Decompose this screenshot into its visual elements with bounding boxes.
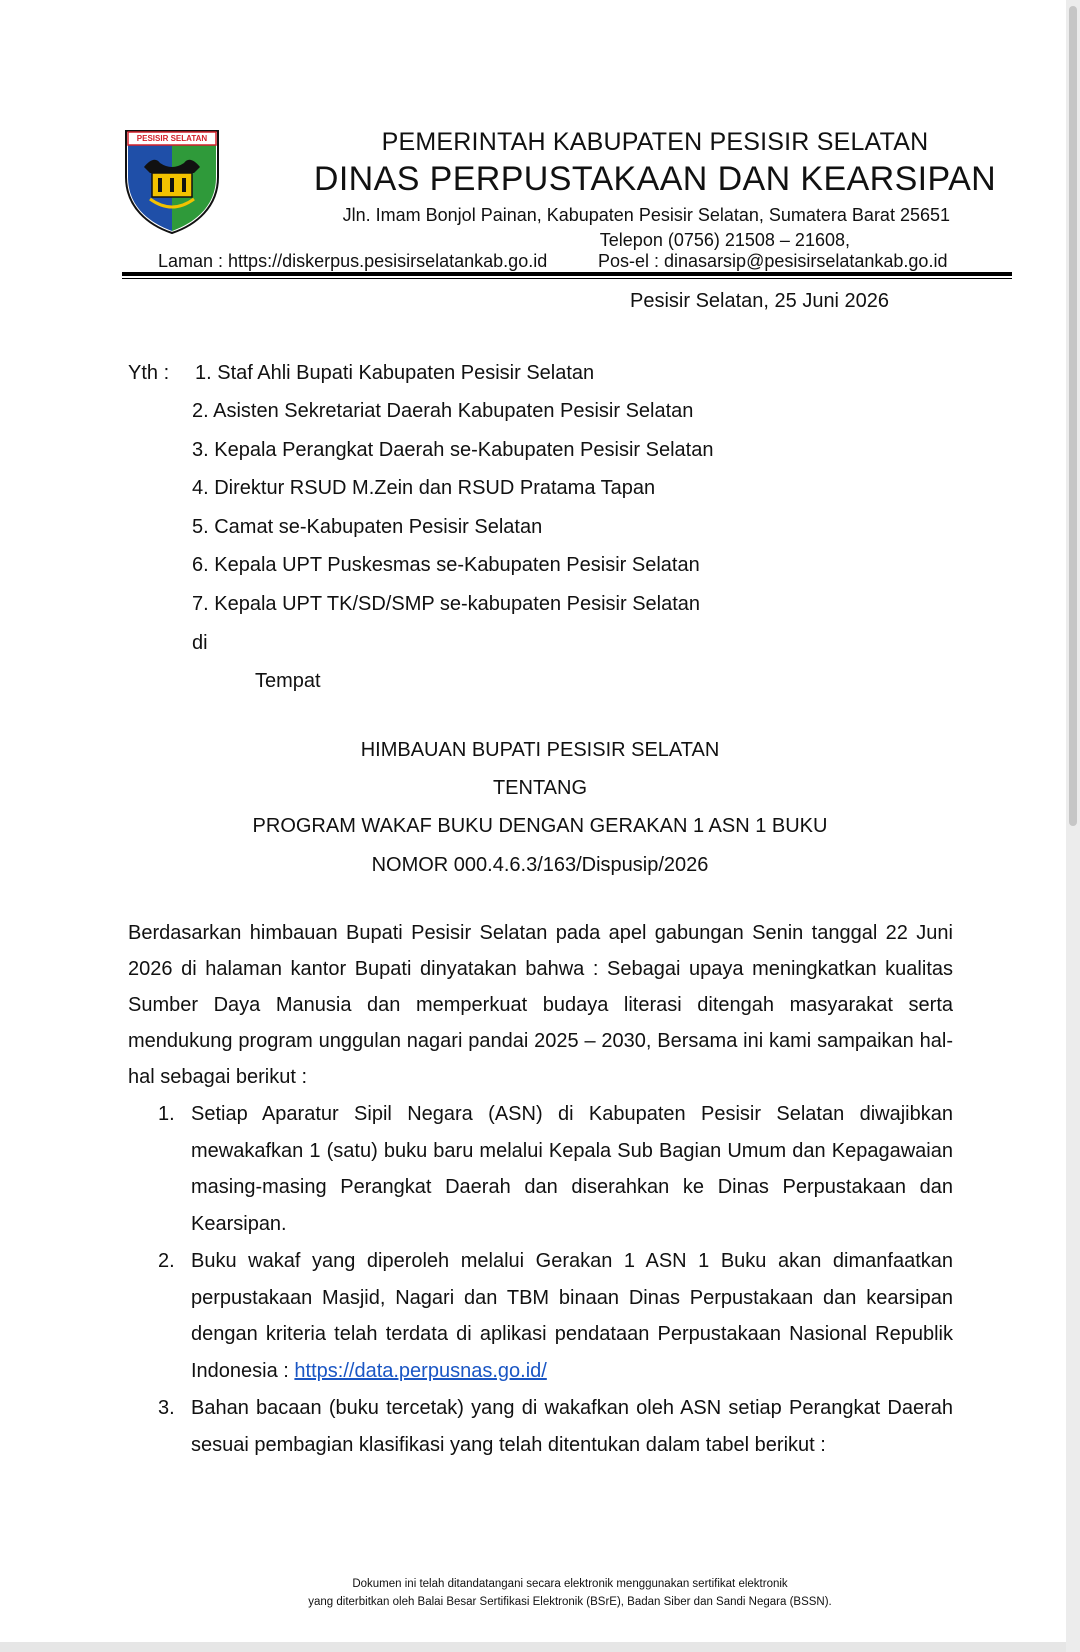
list-item [128, 1096, 953, 1244]
list-item [128, 1243, 953, 1391]
recipient-item: 3. Kepala Perangkat Daerah se-Kabupaten Pesisir Selatan [192, 439, 714, 461]
letterhead-agency: DINAS PERPUSTAKAAN DAN KEARSIPAN [313, 160, 997, 198]
letterhead-website: Laman : https://diskerpus.pesisirselatankab.go.id [158, 251, 548, 271]
page-bottom-edge [0, 1642, 1066, 1652]
list-item-text-with-link [191, 1243, 953, 1389]
intro-paragraph: Berdasarkan himbauan Bupati Pesisir Selatan pada apel gabungan Senin tanggal 22 Juni 2026 di halaman kantor Bupati dinyatakan bahwa : Sebagai upaya meningkatkan kualitas Sumber Daya Manusia dan memperkuat budaya literasi ditengah masyarakat serta mendukung program unggulan nagari pandai 2025 – 2030, Bersama ini kami sampaikan hal-hal sebagai berikut : [128, 922, 953, 1088]
list-item-text: Buku wakaf yang diperoleh melalui Gerakan 1 ASN 1 Buku akan dimanfaatkan perpustakaan Masjid, Nagari dan TBM binaan Dinas Perpustakaan dan kearsipan dengan kriteria telah terdata di aplikasi pendataan Perpustakaan Nasional Republik Indonesia : [191, 1250, 953, 1382]
list-item [128, 1390, 953, 1466]
list-item-text: Setiap Aparatur Sipil Negara (ASN) di Kabupaten Pesisir Selatan diwajibkan mewakafkan 1 (satu) buku baru melalui Kepala Sub Bagian Umum dan Kepagawaian masing-masing Perangkat Daerah dan diserahkan ke Dinas Perpustakaan dan Kearsipan. [191, 1103, 953, 1235]
footer-line-2: yang diterbitkan oleh Balai Besar Sertifikasi Elektronik (BSrE), Badan Siber dan Sandi Negara (BSSN). [308, 1596, 832, 1608]
recipient-item: 1. Staf Ahli Bupati Kabupaten Pesisir Selatan [195, 362, 595, 384]
letterhead-government: PEMERINTAH KABUPATEN PESISIR SELATAN [381, 128, 929, 156]
recipient-item: 4. Direktur RSUD M.Zein dan RSUD Pratama Tapan [192, 477, 656, 499]
recipient-tempat: Tempat [255, 670, 321, 692]
title-line-4: NOMOR 000.4.6.3/163/Dispusip/2026 [371, 854, 709, 876]
letterhead-email: Pos-el : dinasarsip@pesisirselatankab.go.id [598, 251, 948, 271]
letterhead-phone: Telepon (0756) 21508 – 21608, [599, 230, 850, 250]
list-item-number: 2. [158, 1250, 175, 1272]
list-item-number: 1. [158, 1103, 175, 1125]
recipient-item: 6. Kepala UPT Puskesmas se-Kabupaten Pesisir Selatan [192, 554, 700, 576]
recipient-item: 5. Camat se-Kabupaten Pesisir Selatan [192, 516, 543, 538]
title-line-1: HIMBAUAN BUPATI PESISIR SELATAN [360, 739, 720, 761]
letterhead-rule-thin [122, 278, 1012, 279]
vertical-scrollbar[interactable] [1066, 0, 1080, 1652]
letter-date: Pesisir Selatan, 25 Juni 2026 [630, 290, 890, 312]
recipient-item: 7. Kepala UPT TK/SD/SMP se-kabupaten Pesisir Selatan [192, 593, 701, 615]
perpusnas-link[interactable]: https://data.perpusnas.go.id/ [294, 1359, 547, 1382]
list-item-number: 3. [158, 1397, 175, 1419]
recipient-di: di [192, 632, 208, 654]
scrollbar-thumb[interactable] [1069, 6, 1077, 826]
letterhead-address: Jln. Imam Bonjol Painan, Kabupaten Pesisir Selatan, Sumatera Barat 25651 [342, 205, 950, 225]
recipient-label: Yth : [128, 362, 170, 384]
title-line-2: TENTANG [492, 777, 588, 799]
list-item-text: Bahan bacaan (buku tercetak) yang di wakafkan oleh ASN setiap Perangkat Daerah sesuai pembagian klasifikasi yang telah ditentukan dalam tabel berikut : [191, 1397, 953, 1456]
footer-line-1: Dokumen ini telah ditandatangani secara elektronik menggunakan sertifikat elektronik [352, 1578, 788, 1590]
recipient-item: 2. Asisten Sekretariat Daerah Kabupaten Pesisir Selatan [192, 400, 694, 422]
letterhead-rule [122, 272, 1012, 276]
title-line-3: PROGRAM WAKAF BUKU DENGAN GERAKAN 1 ASN 1 BUKU [252, 815, 828, 837]
logo-banner-text: PESISIR SELATAN [136, 134, 208, 143]
